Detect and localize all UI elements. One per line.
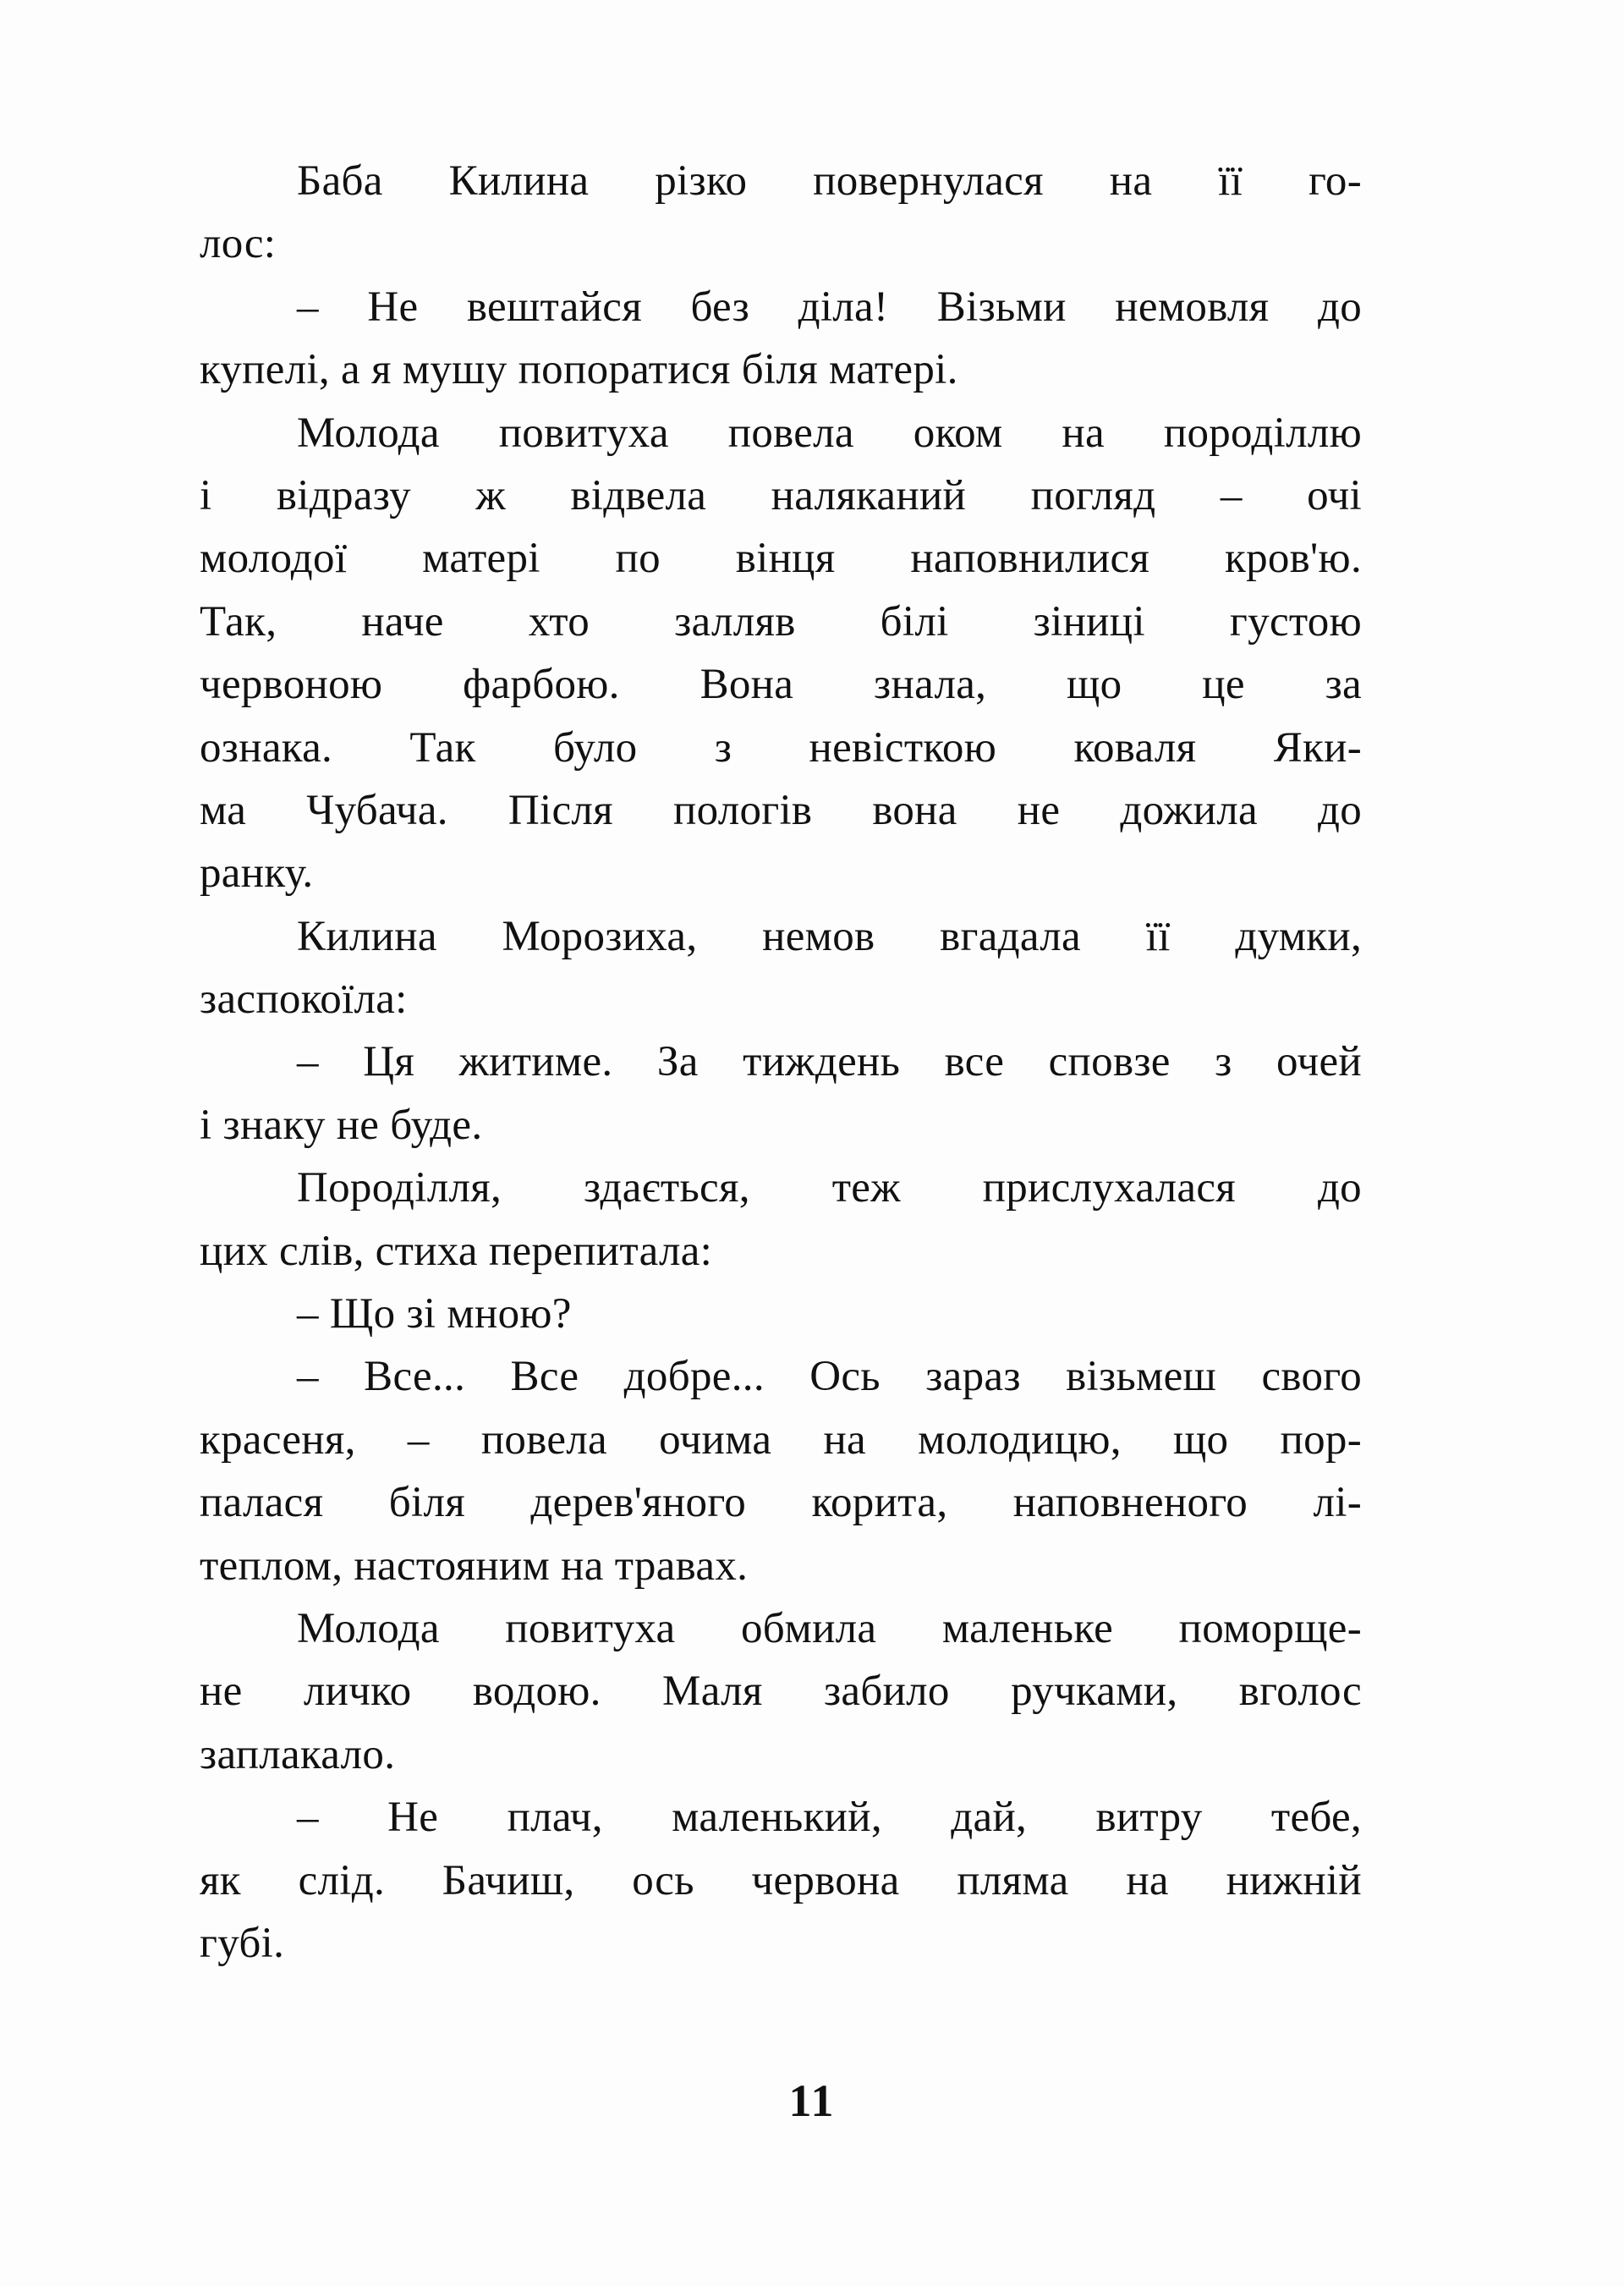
text-line: купелі, а я мушу попоратися біля матері. <box>200 346 958 394</box>
text-line: Так, наче хто залляв білі зіниці густою <box>200 597 1362 646</box>
text-line: Молода повитуха повела оком на породіллю <box>297 409 1362 457</box>
text-line: ознака. Так було з невісткою коваля Яки- <box>200 723 1362 772</box>
text-line: цих слів, стиха перепитала: <box>200 1227 713 1275</box>
text-line: – Що зі мною? <box>297 1290 572 1338</box>
text-line: губі. <box>200 1919 285 1967</box>
text-line: і знаку не буде. <box>200 1101 483 1149</box>
text-line: як слід. Бачиш, ось червона пляма на нижній <box>200 1856 1362 1904</box>
text-line: заспокоїла: <box>200 975 408 1024</box>
text-line: лос: <box>200 220 277 268</box>
text-line: ма Чубача. Після пологів вона не дожила до <box>200 786 1362 834</box>
text-line: Килина Морозиха, немов вгадала її думки, <box>297 912 1362 960</box>
text-line: красеня, – повела очима на молодицю, що пор- <box>200 1415 1362 1464</box>
body-text <box>200 150 1362 1975</box>
text-line: Породілля, здається, теж прислухалася до <box>297 1164 1362 1212</box>
text-line: Молода повитуха обмила маленьке поморще- <box>297 1604 1362 1652</box>
text-line: молодої матері по вінця наповнилися кров'ю. <box>200 535 1362 583</box>
text-line: – Все... Все добре... Ось зараз візьмеш свого <box>297 1353 1362 1401</box>
text-line: Баба Килина різко повернулася на її го- <box>297 157 1362 205</box>
text-line: палася біля дерев'яного корита, наповненого лі- <box>200 1479 1362 1527</box>
text-line: червоною фарбою. Вона знала, що це за <box>200 661 1362 709</box>
text-line: – Не плач, маленький, дай, витру тебе, <box>297 1794 1362 1842</box>
page-number: 11 <box>788 2075 836 2126</box>
text-line: – Не вештайся без діла! Візьми немовля до <box>297 283 1362 331</box>
text-line: теплом, настояним на травах. <box>200 1541 749 1590</box>
text-line: і відразу ж відвела наляканий погляд – очі <box>200 471 1362 519</box>
text-line: ранку. <box>200 849 314 898</box>
text-line: – Ця житиме. За тиждень все сповзе з очей <box>297 1038 1362 1086</box>
text-line: не личко водою. Маля забило ручками, вголос <box>200 1668 1362 1716</box>
text-line: заплакало. <box>200 1730 396 1778</box>
